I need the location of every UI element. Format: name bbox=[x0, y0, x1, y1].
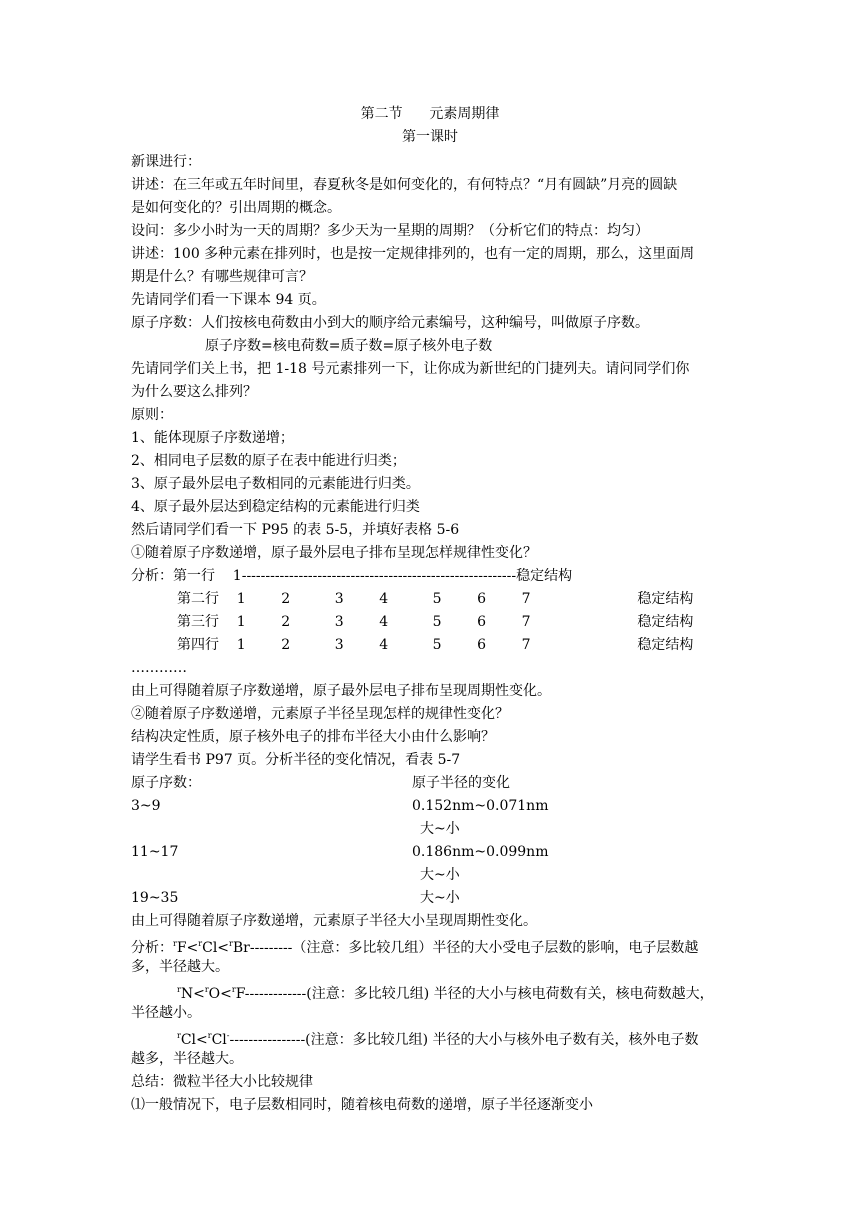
radius-comparison: $^r$N<$^r$O<$^r$F-------------(注意：多比较几组) 半径的大小与核电荷数有关，核电荷数越大， bbox=[177, 985, 714, 1002]
text-line: 期是什么？有哪些规律可言？ bbox=[131, 269, 313, 285]
text-line: 新课进行： bbox=[131, 154, 201, 170]
text-line: 由上可得随着原子序数递增，原子最外层电子排布呈现周期性变化。 bbox=[131, 683, 551, 699]
table-cell: 11~17 bbox=[131, 844, 179, 860]
ellipsis-line: ………… bbox=[131, 660, 187, 676]
text-line: 为什么要这么排列？ bbox=[131, 384, 257, 400]
lesson-subtitle: 第一课时 bbox=[402, 129, 458, 145]
text-line: 请学生看书 P97 页。分析半径的变化情况，看表 5-7 bbox=[131, 752, 461, 768]
list-item: 3、原子最外层电子数相同的元素能进行归类。 bbox=[131, 476, 420, 492]
analysis-row: 分析：第一行 1----------------------------------------------------------稳定结构 bbox=[131, 568, 573, 584]
analysis-row: 第四行 1 2 3 4 5 6 7 稳定结构 bbox=[177, 637, 694, 653]
table-cell: 0.186nm~0.099nm bbox=[412, 844, 549, 860]
list-item: 4、原子最外层达到稳定结构的元素能进行归类 bbox=[131, 499, 420, 515]
radius-comparison: $^r$Cl<$^r$Cl-----------------(注意：多比较几组) 半径的大小与核外电子数有关，核外电子数 bbox=[177, 1031, 699, 1048]
text-line: 讲述：在三年或五年时间里，春夏秋冬是如何变化的，有何特点？“月有圆缺”月亮的圆缺 bbox=[131, 177, 678, 193]
section-title: 第二节 元素周期律 bbox=[360, 106, 500, 122]
text-line: 结构决定性质，原子核外电子的排布半径大小由什么影响？ bbox=[131, 729, 495, 745]
text-line: 讲述：100 多种元素在排列时，也是按一定规律排列的，也有一定的周期，那么，这里面周 bbox=[131, 246, 695, 262]
table-cell: 大~小 bbox=[420, 821, 460, 837]
table-cell: 3~9 bbox=[131, 798, 161, 814]
summary-rule: ⑴一般情况下，电子层数相同时，随着核电荷数的递增，原子半径逐渐变小 bbox=[131, 1097, 593, 1113]
list-item: 2、相同电子层数的原子在表中能进行归类； bbox=[131, 453, 406, 469]
text-line: 先请同学们关上书，把 1-18 号元素排列一下，让你成为新世纪的门捷列夫。请问同学们你 bbox=[131, 361, 690, 377]
radius-comparison: 分析：$^r$F<$^r$Cl<$^r$Br---------（注意：多比较几组）半径的大小受电子层数的影响，电子层数越 bbox=[131, 939, 699, 956]
table-header-left: 原子序数： bbox=[131, 775, 201, 791]
text-line: 设问：多少小时为一天的周期？多少天为一星期的周期？（分析它们的特点：均匀） bbox=[131, 223, 649, 239]
text-line: 越多，半径越大。 bbox=[131, 1051, 243, 1067]
text-line: ②随着原子序数递增，元素原子半径呈现怎样的规律性变化？ bbox=[131, 706, 509, 722]
text-line: 半径越小。 bbox=[131, 1005, 201, 1021]
table-cell: 大~小 bbox=[420, 890, 460, 906]
table-cell: 大~小 bbox=[420, 867, 460, 883]
table-cell: 19~35 bbox=[131, 890, 179, 906]
text-line: 由上可得随着原子序数递增，元素原子半径大小呈现周期性变化。 bbox=[131, 913, 537, 929]
text-line: 然后请同学们看一下 P95 的表 5-5，并填好表格 5-6 bbox=[131, 522, 460, 538]
text-line: 多，半径越大。 bbox=[131, 959, 229, 975]
table-cell: 0.152nm~0.071nm bbox=[412, 798, 549, 814]
formula-line: 原子序数=核电荷数=质子数=原子核外电子数 bbox=[205, 338, 493, 354]
text-line: 是如何变化的？引出周期的概念。 bbox=[131, 200, 341, 216]
text-line: 先请同学们看一下课本 94 页。 bbox=[131, 292, 326, 308]
text-line: 原子序数：人们按核电荷数由小到大的顺序给元素编号，这种编号，叫做原子序数。 bbox=[131, 315, 649, 331]
text-line: ①随着原子序数递增，原子最外层电子排布呈现怎样规律性变化？ bbox=[131, 545, 537, 561]
list-item: 1、能体现原子序数递增； bbox=[131, 430, 294, 446]
analysis-row: 第三行 1 2 3 4 5 6 7 稳定结构 bbox=[177, 614, 694, 630]
analysis-row: 第二行 1 2 3 4 5 6 7 稳定结构 bbox=[177, 591, 694, 607]
summary-heading: 总结：微粒半径大小比较规律 bbox=[131, 1074, 313, 1090]
table-header-right: 原子半径的变化 bbox=[412, 775, 510, 791]
text-line: 原则： bbox=[131, 407, 173, 423]
